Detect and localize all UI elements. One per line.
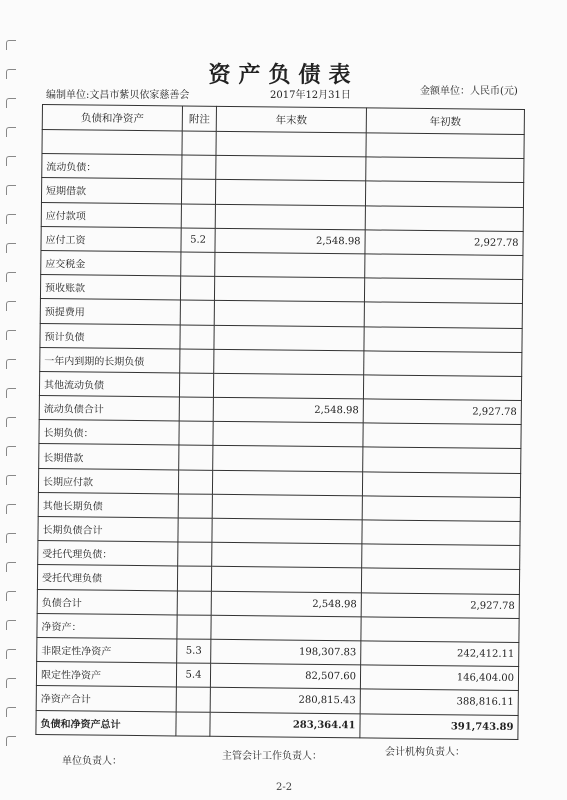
row-year-begin-value [363, 423, 521, 449]
row-year-end-value [214, 276, 364, 302]
row-note [178, 542, 212, 567]
row-note [178, 470, 212, 495]
row-note [177, 566, 211, 591]
row-note: 5.3 [177, 639, 211, 664]
row-note: 5.2 [181, 228, 215, 253]
row-year-end-value: 198,307.83 [211, 639, 361, 665]
row-label: 其他长期负债 [38, 492, 178, 518]
row-year-begin-value [361, 568, 519, 594]
row-label: 非限定性净资产 [37, 637, 177, 663]
binder-hole-mark [6, 707, 16, 717]
row-label: 流动负债： [42, 154, 182, 180]
row-year-end-value [214, 325, 364, 351]
accounting-head-signature: 主管会计工作负责人： [222, 751, 322, 762]
reporting-unit: 编制单位:文昌市紫贝依家慈善会 [46, 90, 190, 101]
row-year-begin-value: 388,816.11 [360, 689, 518, 715]
row-year-end-value [212, 518, 362, 544]
row-year-begin-value: 2,927.78 [365, 230, 523, 256]
row-label: 短期借款 [41, 178, 181, 204]
row-year-end-value: 280,815.43 [210, 688, 360, 714]
binder-hole-mark [6, 156, 16, 166]
binder-hole-mark [6, 562, 16, 572]
row-label: 负债和净资产总计 [36, 710, 176, 736]
row-year-end-value: 82,507.60 [210, 663, 360, 689]
col-header-year-begin: 年初数 [366, 108, 524, 135]
row-label: 净资产合计 [36, 686, 176, 712]
binder-hole-mark [6, 446, 16, 456]
table-row [36, 710, 518, 739]
row-label: 受托代理负债： [38, 541, 178, 567]
row-year-end-value [215, 252, 365, 278]
row-year-begin-value [363, 447, 521, 473]
binder-hole-mark [6, 736, 16, 746]
row-year-begin-value [365, 205, 523, 231]
row-note [180, 300, 214, 325]
row-year-begin-value: 391,743.89 [360, 713, 518, 739]
row-note: 5.4 [176, 663, 210, 688]
row-label: 应付款项 [41, 202, 181, 228]
binder-hole-mark [6, 388, 16, 398]
row-note [180, 349, 214, 374]
row-note [179, 445, 213, 470]
row-label [42, 130, 182, 156]
row-note [178, 518, 212, 543]
row-year-begin-value [364, 326, 522, 352]
row-year-begin-value [363, 375, 521, 401]
row-label: 长期负债合计 [38, 516, 178, 542]
binder-hole-mark [6, 185, 16, 195]
binder-hole-mark [6, 40, 16, 50]
row-year-begin-value [362, 496, 520, 522]
row-year-end-value [214, 349, 364, 375]
row-year-end-value [212, 494, 362, 520]
row-year-begin-value [366, 157, 524, 183]
binder-hole-mark [6, 98, 16, 108]
row-label: 受托代理负债 [37, 565, 177, 591]
row-year-end-value [216, 131, 366, 157]
binder-hole-mark [6, 533, 16, 543]
row-year-begin-value [365, 181, 523, 207]
row-label: 净资产： [37, 613, 177, 639]
row-year-begin-value [365, 254, 523, 280]
row-year-begin-value [364, 351, 522, 377]
col-header-item: 负债和净资产 [42, 105, 182, 131]
row-year-begin-value [366, 133, 524, 159]
row-label: 限定性净资产 [36, 662, 176, 688]
report-date: 2017年12月31日 [270, 90, 351, 101]
row-label: 应交税金 [41, 250, 181, 276]
row-year-begin-value [362, 520, 520, 546]
col-header-note: 附注 [182, 106, 216, 131]
row-note [179, 373, 213, 398]
binder-hole-mark [6, 243, 16, 253]
binder-hole-mark [6, 301, 16, 311]
row-year-begin-value: 2,927.78 [361, 592, 519, 618]
row-year-begin-value [364, 278, 522, 304]
row-label: 长期负债： [39, 420, 179, 446]
row-year-begin-value [362, 472, 520, 498]
binder-hole-mark [6, 330, 16, 340]
row-label: 其他流动负债 [39, 371, 179, 397]
row-year-end-value: 2,548.98 [215, 228, 365, 254]
binder-hole-mark [6, 475, 16, 485]
binder-hole-mark [6, 127, 16, 137]
row-year-end-value [213, 422, 363, 448]
row-year-end-value [211, 615, 361, 641]
row-year-begin-value [364, 302, 522, 328]
page-number: 2-2 [276, 782, 293, 793]
binder-hole-mark [6, 504, 16, 514]
row-note [179, 397, 213, 422]
row-note [181, 179, 215, 204]
binder-hole-mark [6, 591, 16, 601]
row-year-begin-value [362, 544, 520, 570]
row-note [180, 276, 214, 301]
row-year-begin-value: 146,404.00 [360, 665, 518, 691]
row-year-begin-value: 242,412.11 [361, 641, 519, 667]
binder-hole-mark [6, 359, 16, 369]
row-label: 一年内到期的长期负债 [40, 347, 180, 373]
row-note [176, 687, 210, 712]
binder-hole-mark [6, 272, 16, 282]
currency-unit: 金额单位：人民币(元) [420, 86, 518, 97]
row-year-end-value [212, 542, 362, 568]
row-note [180, 324, 214, 349]
row-year-end-value [215, 204, 365, 230]
row-note [179, 421, 213, 446]
binder-holes [6, 40, 16, 760]
row-label: 流动负债合计 [39, 396, 179, 422]
row-note [182, 155, 216, 180]
row-year-end-value [216, 156, 366, 182]
row-year-end-value: 2,548.98 [213, 397, 363, 423]
row-year-end-value: 2,548.98 [211, 591, 361, 617]
row-label: 应付工资 [41, 226, 181, 252]
row-year-end-value [212, 470, 362, 496]
row-year-end-value [211, 567, 361, 593]
row-label: 长期借款 [39, 444, 179, 470]
row-note [181, 204, 215, 229]
page-title: 资产负债表 [208, 62, 359, 88]
row-note [178, 494, 212, 519]
row-year-end-value [214, 301, 364, 327]
row-year-end-value [215, 180, 365, 206]
row-note [177, 615, 211, 640]
binder-hole-mark [6, 417, 16, 427]
row-year-end-value: 283,364.41 [210, 712, 360, 738]
row-note [182, 131, 216, 156]
row-year-begin-value: 2,927.78 [363, 399, 521, 425]
row-year-end-value [213, 446, 363, 472]
unit-head-signature: 单位负责人： [62, 756, 122, 767]
binder-hole-mark [6, 620, 16, 630]
binder-hole-mark [6, 649, 16, 659]
row-year-begin-value [361, 617, 519, 643]
row-label: 预收账款 [40, 275, 180, 301]
balance-sheet-table [35, 104, 525, 740]
col-header-year-end: 年末数 [216, 106, 366, 133]
binder-hole-mark [6, 678, 16, 688]
row-note [177, 591, 211, 616]
binder-hole-mark [6, 214, 16, 224]
row-label: 预计负债 [40, 323, 180, 349]
row-note [181, 252, 215, 277]
row-label: 负债合计 [37, 589, 177, 615]
row-note [176, 711, 210, 736]
accounting-org-head-signature: 会计机构负责人： [385, 747, 465, 758]
row-label: 预提费用 [40, 299, 180, 325]
row-year-end-value [213, 373, 363, 399]
row-label: 长期应付款 [38, 468, 178, 494]
